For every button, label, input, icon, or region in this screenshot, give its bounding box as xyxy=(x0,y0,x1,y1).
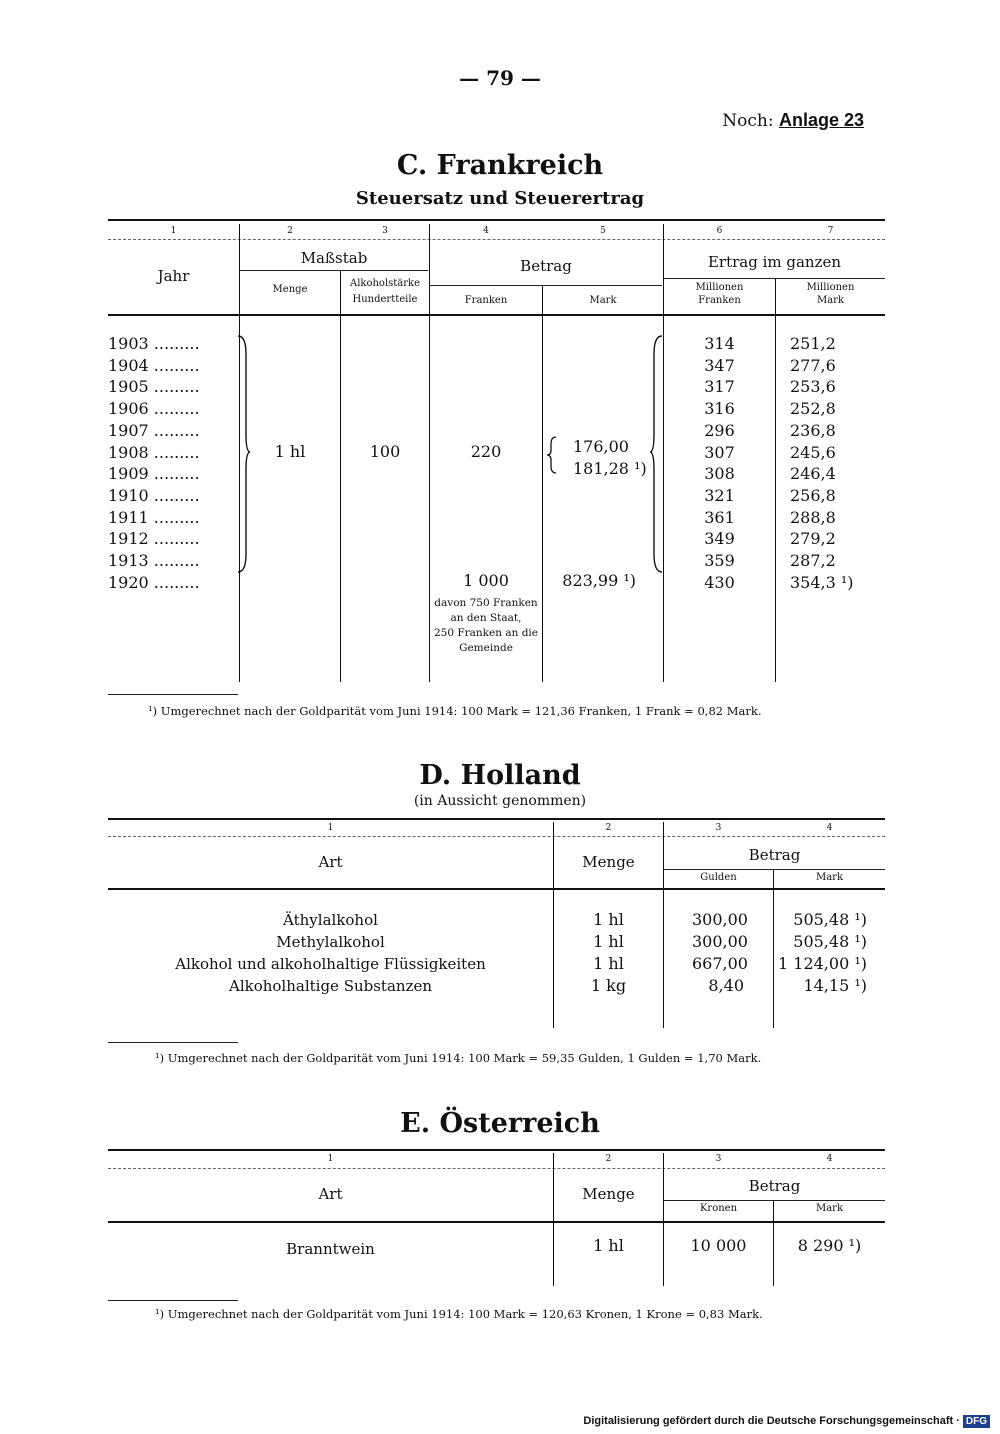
header-betrag: Betrag xyxy=(748,1177,801,1195)
ertrag-mark-cell: 279,2 xyxy=(790,529,836,549)
year-cell: 1905 ......... xyxy=(108,377,200,397)
ertrag-franken-cell: 316 xyxy=(704,399,735,419)
header-mio-mark-1: Millionen xyxy=(806,282,855,293)
header-ertrag: Ertrag im ganzen xyxy=(707,253,842,271)
ertrag-mark-cell: 354,3 ¹) xyxy=(790,572,854,592)
kronen-cell: 10 000 xyxy=(690,1236,747,1255)
gulden-cell: 8,40 xyxy=(708,976,744,995)
header-menge: Menge xyxy=(272,284,308,295)
dfg-logo-icon: DFG xyxy=(963,1415,990,1428)
holland-footnote: ¹) Umgerechnet nach der Goldparität vom Juni 1914: 100 Mark = 59,35 Gulden, 1 Gulden = 1,70 Mark. xyxy=(155,1051,762,1065)
menge-value: 1 hl xyxy=(274,442,306,461)
holland-title: D. Holland xyxy=(419,760,581,791)
year-column xyxy=(108,333,200,593)
menge-cell: 1 hl xyxy=(593,954,624,973)
gulden-cell: 667,00 xyxy=(692,954,748,973)
ertrag-franken-cell: 430 xyxy=(704,572,735,592)
year-cell: 1909 ......... xyxy=(108,464,200,484)
header-betrag: Betrag xyxy=(748,846,801,864)
mark-cell: 1 124,00 ¹) xyxy=(778,954,867,973)
col-num: 4 xyxy=(826,823,833,833)
mark-value-1: 176,00 xyxy=(573,437,629,456)
header-franken: Franken xyxy=(464,295,508,306)
ertrag-mark-cell: 256,8 xyxy=(790,485,836,505)
col-num: 3 xyxy=(715,1154,722,1164)
anlage-label xyxy=(722,110,864,131)
ertrag-mark-cell: 246,4 xyxy=(790,464,836,484)
art-cell: Alkoholhaltige Substanzen xyxy=(228,977,433,995)
holland-subtitle: (in Aussicht genommen) xyxy=(413,793,587,809)
ertrag-mark-column xyxy=(790,333,870,593)
ertrag-mark-cell: 245,6 xyxy=(790,442,836,462)
col-num: 2 xyxy=(287,226,293,236)
left-brace-icon xyxy=(648,334,664,574)
anlage-number: Anlage 23 xyxy=(778,110,864,130)
header-kronen: Kronen xyxy=(699,1203,738,1214)
header-gulden: Gulden xyxy=(700,872,737,883)
ertrag-mark-cell: 288,8 xyxy=(790,507,836,527)
year-cell: 1907 ......... xyxy=(108,420,200,440)
header-menge: Menge xyxy=(582,1185,635,1203)
footer-text: Digitalisierung gefördert durch die Deutsche Forschungsgemeinschaft · xyxy=(583,1415,960,1427)
menge-cell: 1 hl xyxy=(593,1236,624,1255)
ertrag-mark-cell: 277,6 xyxy=(790,355,836,375)
mark-cell: 14,15 ¹) xyxy=(803,976,867,995)
dfg-footer xyxy=(583,1415,990,1428)
header-mark: Mark xyxy=(815,872,844,883)
page-number: — 79 — xyxy=(459,66,541,90)
france-subtitle: Steuersatz und Steuerertrag xyxy=(355,188,645,209)
ertrag-franken-cell: 296 xyxy=(704,420,735,440)
header-mio-franken-2: Franken xyxy=(698,295,741,306)
header-art: Art xyxy=(318,1185,343,1203)
ertrag-mark-cell: 252,8 xyxy=(790,399,836,419)
franken-value: 220 xyxy=(470,442,502,461)
year-cell: 1903 ......... xyxy=(108,334,200,353)
oesterreich-footnote: ¹) Umgerechnet nach der Goldparität vom Juni 1914: 100 Mark = 120,63 Kronen, 1 Krone = 0,83 Mark. xyxy=(155,1307,763,1321)
small-brace-icon xyxy=(546,436,558,474)
menge-cell: 1 kg xyxy=(590,976,627,995)
ertrag-franken-cell: 361 xyxy=(704,507,735,527)
ertrag-franken-cell: 314 xyxy=(704,334,735,353)
gulden-cell: 300,00 xyxy=(692,932,748,951)
art-cell: Methylalkohol xyxy=(276,933,385,951)
year-cell: 1913 ......... xyxy=(108,551,200,571)
ertrag-mark-cell: 287,2 xyxy=(790,551,836,571)
year-cell: 1912 ......... xyxy=(108,529,200,549)
header-staerke-2: Hundertteile xyxy=(352,294,418,305)
ertrag-franken-cell: 347 xyxy=(704,355,735,375)
year-cell: 1911 ......... xyxy=(108,507,200,527)
art-cell: Äthylalkohol xyxy=(283,911,378,929)
ertrag-franken-cell: 349 xyxy=(704,529,735,549)
mark-cell: 505,48 ¹) xyxy=(793,910,867,929)
ertrag-franken-cell: 317 xyxy=(704,377,735,397)
art-cell: Branntwein xyxy=(286,1240,375,1258)
header-jahr: Jahr xyxy=(157,267,190,285)
france-title: C. Frankreich xyxy=(396,150,604,181)
oesterreich-title: E. Österreich xyxy=(400,1108,600,1139)
menge-cell: 1 hl xyxy=(593,932,624,951)
noch-label: Noch: xyxy=(722,111,774,131)
header-massstab: Maßstab xyxy=(300,249,368,267)
mark-cell: 505,48 ¹) xyxy=(793,932,867,951)
gulden-cell: 300,00 xyxy=(692,910,748,929)
header-betrag: Betrag xyxy=(520,257,572,275)
ertrag-mark-cell: 236,8 xyxy=(790,420,836,440)
col-num: 2 xyxy=(605,823,612,833)
ertrag-franken-cell: 359 xyxy=(704,551,735,571)
col-num: 4 xyxy=(826,1154,833,1164)
note-line: 250 Franken an die xyxy=(433,627,539,639)
header-menge: Menge xyxy=(582,853,635,871)
menge-cell: 1 hl xyxy=(593,910,624,929)
ertrag-franken-column xyxy=(664,333,775,593)
mark-1920: 823,99 ¹) xyxy=(562,571,636,590)
ertrag-mark-cell: 253,6 xyxy=(790,377,836,397)
col-num: 1 xyxy=(170,226,177,236)
mark-cell: 8 290 ¹) xyxy=(797,1236,862,1255)
france-footnote: ¹) Umgerechnet nach der Goldparität vom Juni 1914: 100 Mark = 121,36 Franken, 1 Frank = 0,82 Mark. xyxy=(148,704,762,718)
year-cell: 1906 ......... xyxy=(108,399,200,419)
year-cell: 1910 ......... xyxy=(108,485,200,505)
franken-1920: 1 000 xyxy=(463,571,509,590)
ertrag-mark-cell: 251,2 xyxy=(790,334,836,353)
header-art: Art xyxy=(318,853,343,871)
header-mio-mark-2: Mark xyxy=(816,295,845,306)
col-num: 1 xyxy=(327,823,334,833)
note-line: Gemeinde xyxy=(459,642,513,654)
year-cell: 1904 ......... xyxy=(108,355,200,375)
note-1920 xyxy=(430,596,542,656)
header-mark: Mark xyxy=(815,1203,844,1214)
year-cell: 1908 ......... xyxy=(108,442,200,462)
header-mark: Mark xyxy=(589,295,617,306)
col-num: 4 xyxy=(483,226,489,236)
ertrag-franken-cell: 321 xyxy=(704,485,735,505)
note-line: an den Staat, xyxy=(450,612,522,624)
staerke-value: 100 xyxy=(369,442,401,461)
col-num: 1 xyxy=(327,1154,334,1164)
col-num: 3 xyxy=(715,823,722,833)
header-staerke-1: Alkoholstärke xyxy=(349,278,421,289)
col-num: 6 xyxy=(716,226,723,236)
col-num: 2 xyxy=(605,1154,612,1164)
header-mio-franken-1: Millionen xyxy=(695,282,744,293)
note-line: davon 750 Franken xyxy=(434,597,538,609)
ertrag-franken-cell: 308 xyxy=(704,464,735,484)
art-cell: Alkohol und alkoholhaltige Flüssigkeiten xyxy=(175,955,486,973)
col-num: 7 xyxy=(827,226,834,236)
mark-value-2: 181,28 ¹) xyxy=(573,459,647,478)
col-num: 5 xyxy=(600,226,606,236)
col-num: 3 xyxy=(382,226,388,236)
ertrag-franken-cell: 307 xyxy=(704,442,735,462)
year-cell: 1920 ......... xyxy=(108,572,200,592)
